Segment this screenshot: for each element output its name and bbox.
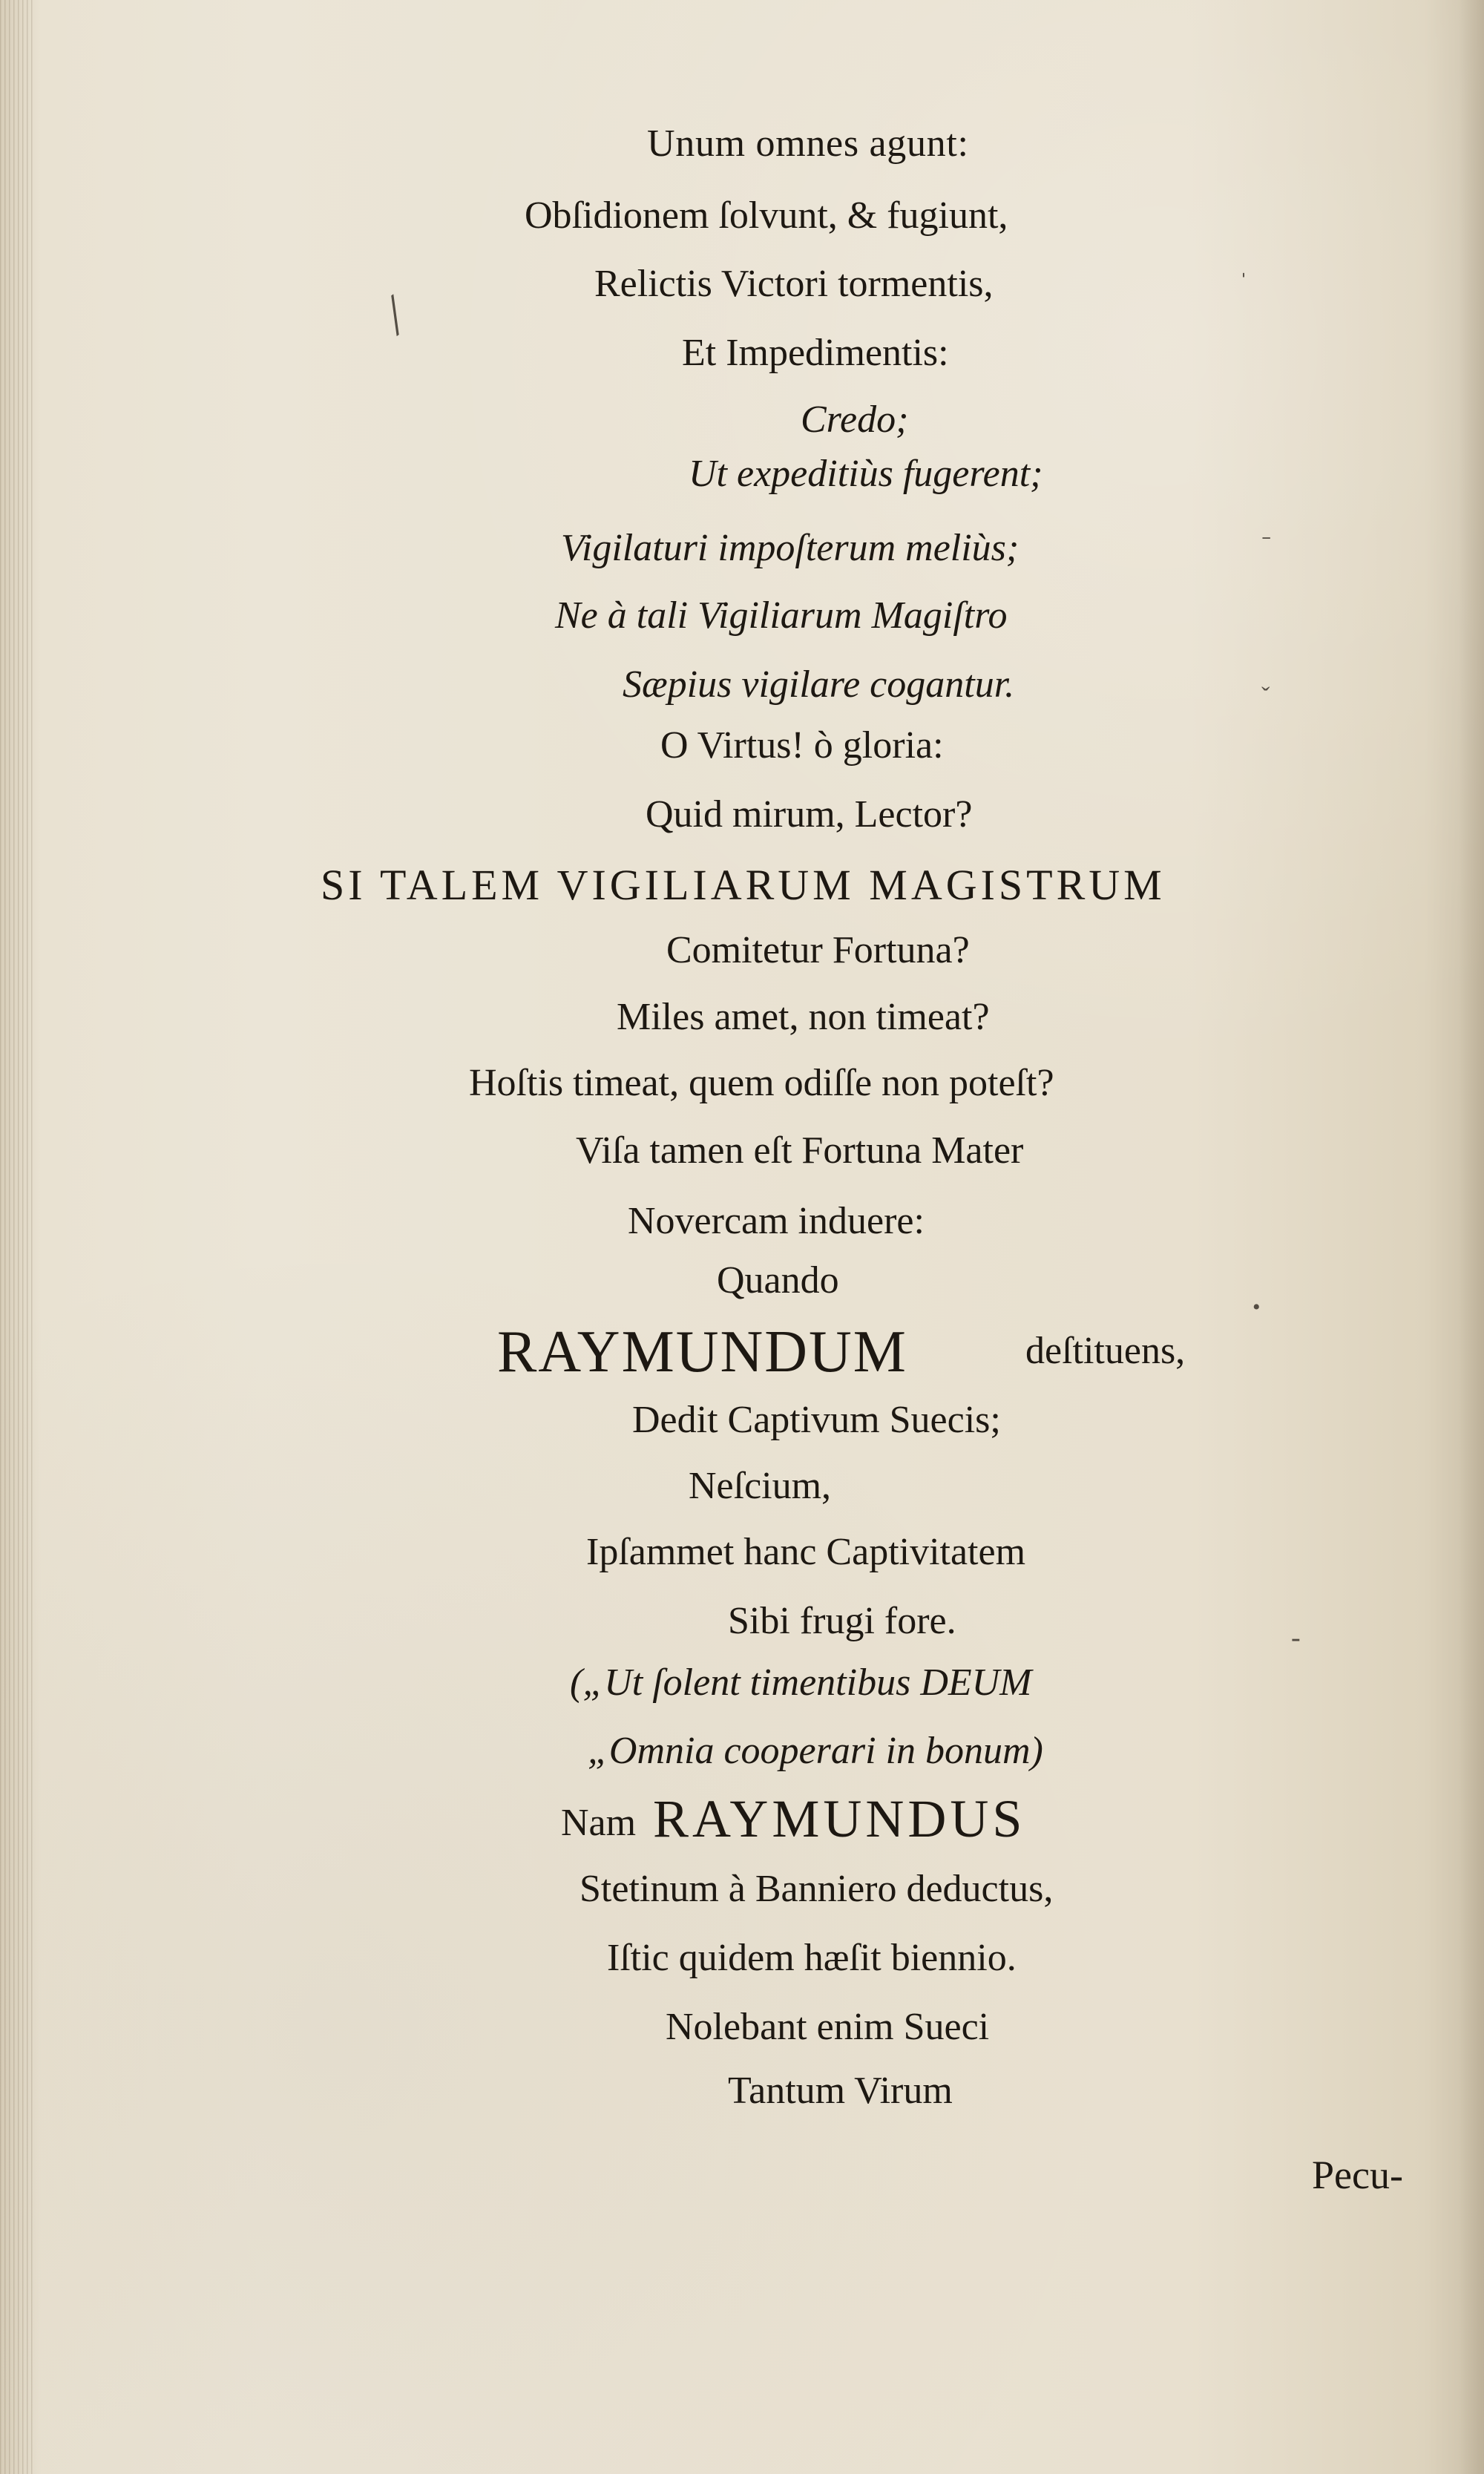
text-line-27-nam: Nam	[561, 1802, 637, 1844]
text-line-18: Quando	[717, 1259, 839, 1302]
text-line-25: („Ut ſolent timentibus DEUM	[570, 1661, 1032, 1704]
ink-mark: ˈ	[1239, 268, 1248, 298]
text-line-20-destituens: deſtituens,	[1025, 1330, 1186, 1372]
text-line-11: Quid mirum, Lector?	[646, 793, 973, 836]
text-line-19-raymundum: RAYMUNDUM	[497, 1319, 907, 1385]
text-line-4: Et Impedimentis:	[682, 332, 949, 374]
text-line-21: Dedit Captivum Suecis;	[632, 1399, 1001, 1441]
ink-mark: ˇ	[1261, 683, 1270, 710]
ink-mark: ˉ	[1262, 531, 1271, 559]
text-line-29: Stetinum à Banniero deductus,	[580, 1868, 1054, 1910]
text-line-23: Ipſammet hanc Captivitatem	[586, 1531, 1026, 1573]
text-line-16: Viſa tamen eſt Fortuna Mater	[576, 1129, 1024, 1172]
ink-mark: ╱	[378, 296, 413, 335]
text-line-32: Tantum Virum	[728, 2070, 953, 2112]
text-line-6: Ut expeditiùs fugerent;	[689, 453, 1043, 495]
text-line-12-heading: SI TALEM VIGILIARUM MAGISTRUM	[321, 861, 1166, 909]
text-line-10: O Virtus! ò gloria:	[660, 724, 944, 767]
text-line-28-raymundus: RAYMUNDUS	[653, 1789, 1026, 1848]
text-line-31: Nolebant enim Sueci	[666, 2006, 990, 2048]
text-line-24: Sibi frugi fore.	[728, 1600, 956, 1642]
text-line-30: Iſtic quidem hæſit biennio.	[607, 1937, 1017, 1979]
text-line-1: Unum omnes agunt:	[647, 122, 969, 165]
text-line-17: Novercam induere:	[628, 1200, 925, 1242]
text-line-8: Ne à tali Vigiliarum Magiſtro	[555, 594, 1008, 637]
ink-mark: -	[1291, 1622, 1301, 1653]
text-line-15: Hoſtis timeat, quem odiſſe non poteſt?	[469, 1062, 1054, 1104]
text-line-5: Credo;	[801, 398, 909, 441]
text-line-7: Vigilaturi impoſterum meliùs;	[561, 527, 1020, 569]
text-line-2: Obſidionem ſolvunt, & fugiunt,	[525, 194, 1008, 237]
text-line-22: Neſcium,	[689, 1465, 832, 1507]
text-line-3: Relictis Victori tormentis,	[594, 263, 994, 305]
catchword: Pecu-	[1312, 2153, 1403, 2197]
text-line-26: „Omnia cooperari in bonum)	[588, 1730, 1043, 1772]
text-line-14: Miles amet, non timeat?	[617, 996, 990, 1038]
text-line-13: Comitetur Fortuna?	[666, 929, 970, 971]
ink-mark: •	[1252, 1295, 1261, 1319]
text-line-9: Sæpius vigilare cogantur.	[623, 663, 1015, 706]
